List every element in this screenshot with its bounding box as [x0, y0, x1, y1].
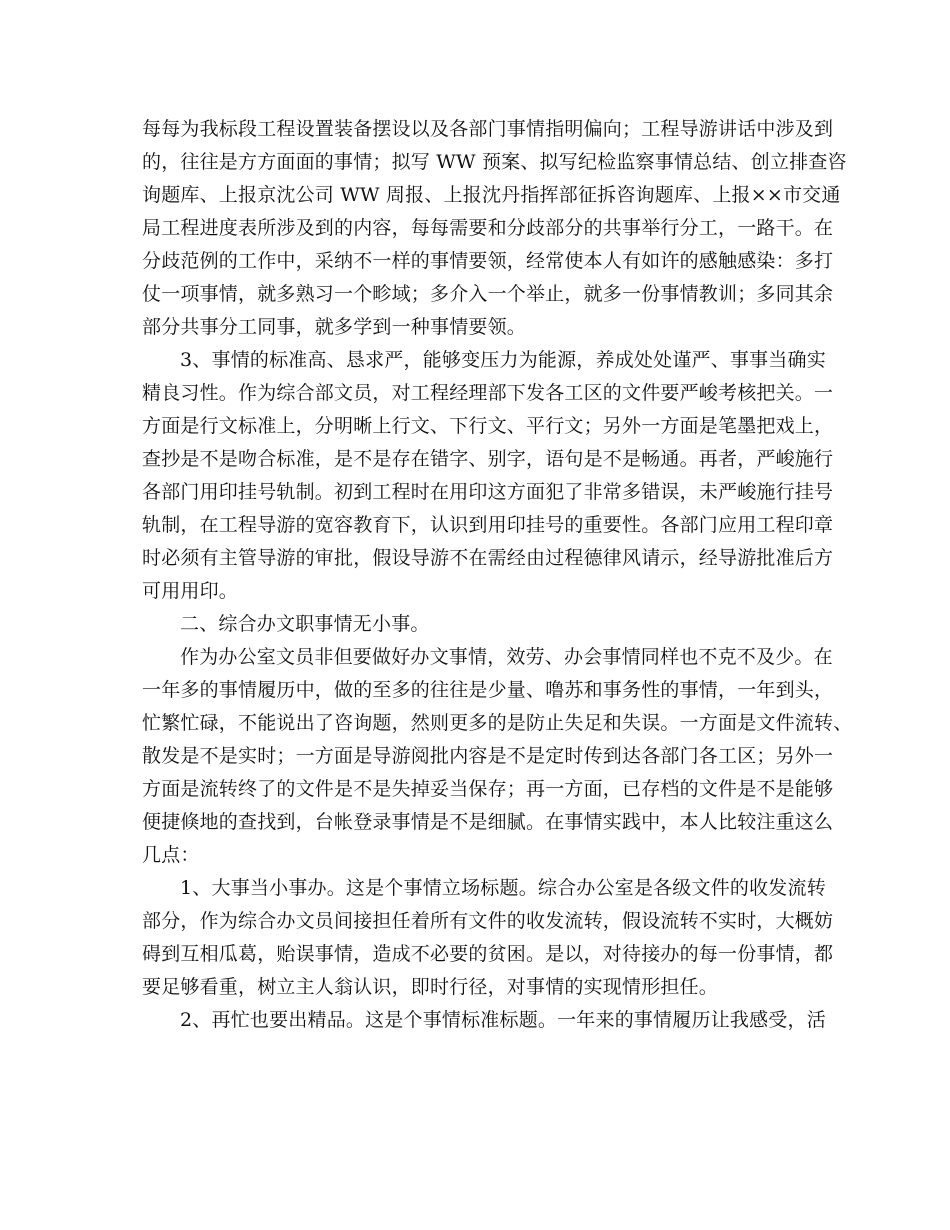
text-line: 精良习性。作为综合部文员，对工程经理部下发各工区的文件要严峻考核把关。一 [142, 382, 834, 404]
text-line: 部分共事分工同事，就多学到一种事情要领。 [142, 316, 527, 338]
text-line: 忙繁忙碌，不能说出了咨询题，然则更多的是防止失足和失误。一方面是文件流转、 [142, 712, 853, 734]
text-line: 碍到互相瓜葛，贻误事情，造成不必要的贫困。是以，对待接办的每一份事情，都 [142, 943, 834, 965]
text-line: 询题库、上报京沈公司 WW 周报、上报沈丹指挥部征拆咨询题库、上报××市交通 [142, 184, 841, 206]
text-line: 时必须有主管导游的审批，假设导游不在需经由过程德律风请示，经导游批准后方 [142, 547, 834, 569]
text-line: 几点： [142, 844, 200, 866]
text-line: 仗一项事情，就多熟习一个畛域；多介入一个举止，就多一份事情教训；多同其余 [142, 283, 834, 305]
text-line: 要足够看重，树立主人翁认识，即时行径，对事情的实现情形担任。 [142, 976, 719, 998]
text-line: 可用用印。 [142, 580, 239, 602]
text-line: 方面是流转终了的文件是不是失掉妥当保存；再一方面，已存档的文件是不是能够 [142, 778, 834, 800]
text-line: 的，往往是方方面面的事情；拟写 WW 预案、拟写纪检监察事情总结、创立排查咨 [142, 151, 847, 173]
text-line: 查抄是不是吻合标准，是不是存在错字、别字，语句是不是畅通。再者，严峻施行 [142, 448, 834, 470]
body-text [142, 113, 853, 1037]
paragraph-start-line: 1、大事当小事办。这是个事情立场标题。综合办公室是各级文件的收发流转 [180, 877, 826, 899]
paragraph-start-line: 作为办公室文员非但要做好办文事情，效劳、办会事情同样也不克不及少。在 [180, 646, 833, 668]
text-line: 方面是行文标准上，分明晰上行文、下行文、平行文；另外一方面是笔墨把戏上， [142, 415, 834, 437]
text-line: 局工程进度表所涉及到的内容，每每需要和分歧部分的共事举行分工，一路干。在 [142, 217, 834, 239]
text-line: 一年多的事情履历中，做的至多的往往是少量、噜苏和事务性的事情，一年到头， [142, 679, 834, 701]
section-heading: 二、综合办文职事情无小事。 [180, 613, 430, 635]
text-line: 散发是不是实时；一方面是导游阅批内容是不是定时传到达各部门各工区；另外一 [142, 745, 834, 767]
text-line: 各部门用印挂号轨制。初到工程时在用印这方面犯了非常多错误，未严峻施行挂号 [142, 481, 834, 503]
text-line: 轨制，在工程导游的宽容教育下，认识到用印挂号的重要性。各部门应用工程印章 [142, 514, 834, 536]
text-line: 分歧范例的工作中，采纳不一样的事情要领，经常使本人有如许的感触感染：多打 [142, 250, 834, 272]
paragraph-start-line: 3、事情的标准高、恳求严，能够变压力为能源，养成处处谨严、事事当确实 [180, 349, 826, 371]
text-line: 部分，作为综合办文员间接担任着所有文件的收发流转，假设流转不实时，大概妨 [142, 910, 834, 932]
text-line: 每每为我标段工程设置装备摆设以及各部门事情指明偏向；工程导游讲话中涉及到 [142, 118, 834, 140]
text-line: 便捷倏地的查找到，台帐登录事情是不是细腻。在事情实践中，本人比较注重这么 [142, 811, 834, 833]
paragraph-start-line: 2、再忙也要出精品。这是个事情标准标题。一年来的事情履历让我感受，活 [180, 1009, 826, 1031]
